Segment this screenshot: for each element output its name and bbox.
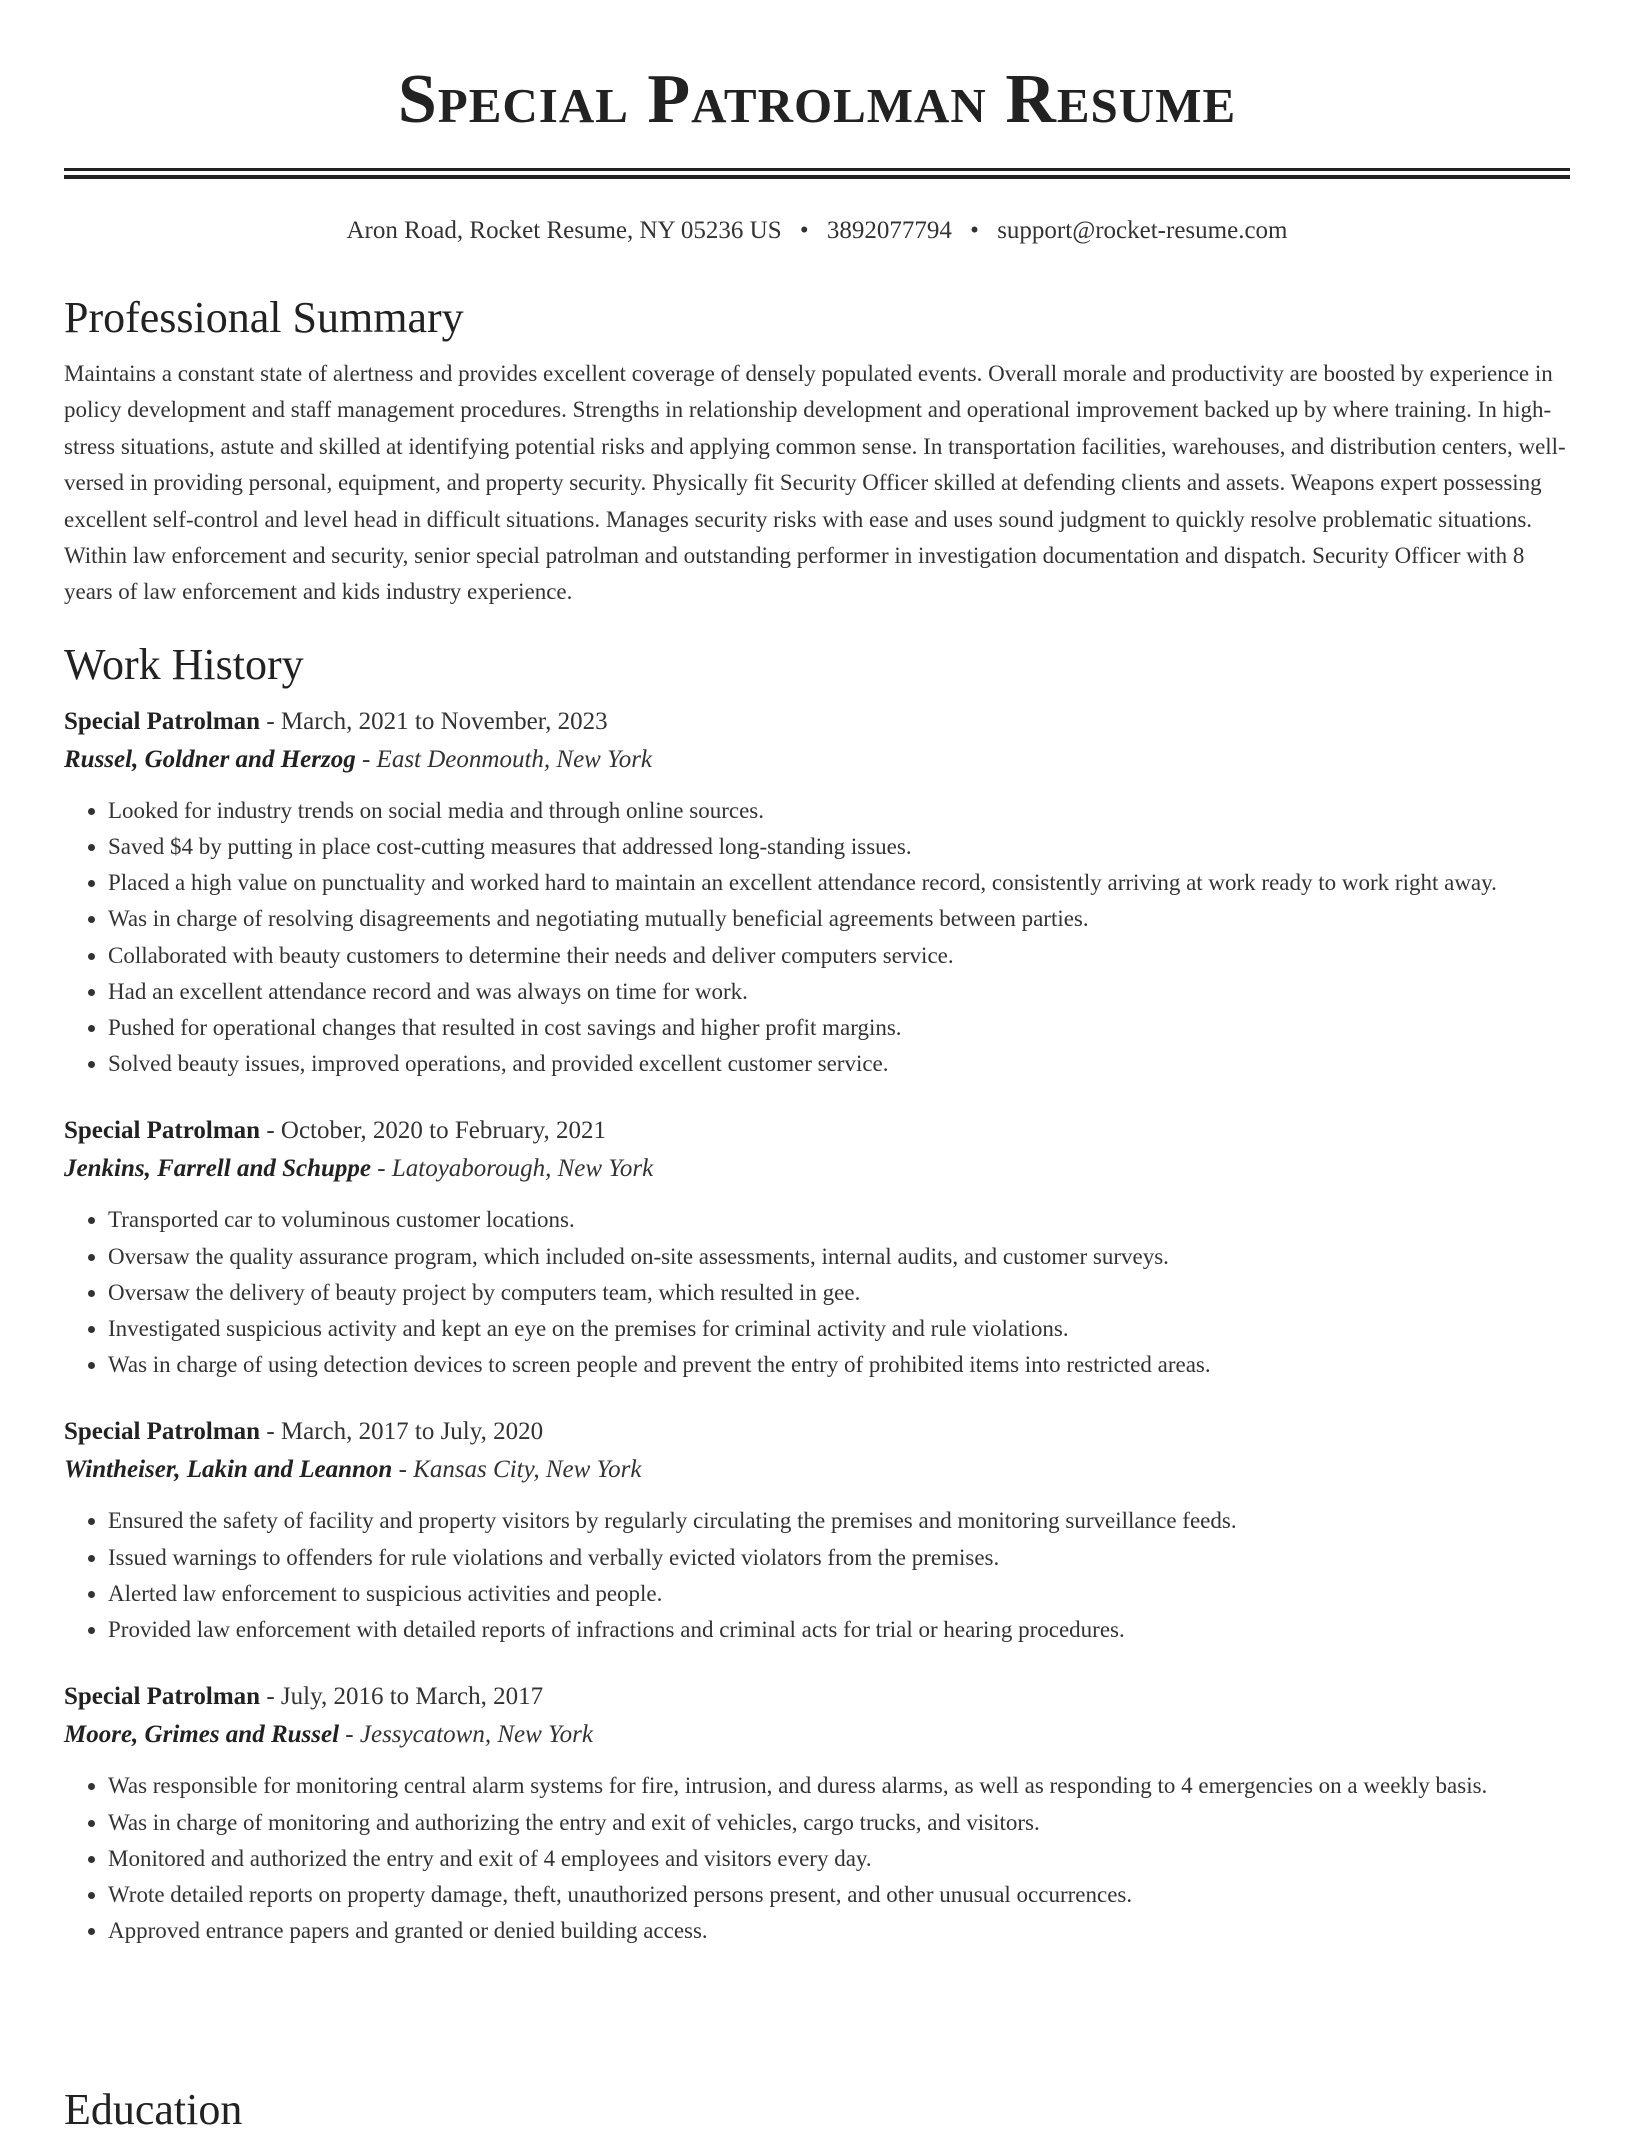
- summary-heading: Professional Summary: [64, 293, 464, 342]
- duty-item: • Had an excellent attendance record and was always on time for work.: [108, 974, 1570, 1010]
- work-history-heading: Work History: [64, 639, 304, 689]
- work-history-section: [64, 637, 1570, 1949]
- employer-line: [64, 1451, 1570, 1489]
- contact-separator: •: [970, 217, 979, 244]
- employer-location: - Kansas City, New York: [392, 1456, 642, 1484]
- page-title: Special Patrolman Resume: [397, 61, 1237, 138]
- duty-item: • Monitored and authorized the entry and exit of 4 employees and visitors every day.: [108, 1841, 1570, 1877]
- employer-name: Jenkins, Farrell and Schuppe: [64, 1155, 372, 1183]
- duty-item: • Wrote detailed reports on property damage, theft, unauthorized persons present, and other unusual occurrences.: [108, 1877, 1570, 1913]
- job-dates: - July, 2016 to March, 2017: [260, 1683, 544, 1711]
- title-divider-bottom: [64, 175, 1570, 179]
- duty-item: • Pushed for operational changes that resulted in cost savings and higher profit margins.: [108, 1010, 1570, 1046]
- duty-list: [64, 1503, 1570, 1648]
- job-dates: - March, 2017 to July, 2020: [260, 1418, 544, 1446]
- duty-item: • Provided law enforcement with detailed reports of infractions and criminal acts for trial or hearing procedures.: [108, 1612, 1570, 1648]
- duty-item: • Was in charge of monitoring and authorizing the entry and exit of vehicles, cargo trucks, and visitors.: [108, 1805, 1570, 1841]
- summary-section: [64, 290, 1570, 611]
- job-title: Special Patrolman: [64, 1683, 261, 1711]
- employer-location: - Jessycatown, New York: [339, 1721, 593, 1749]
- employer-location: - Latoyaborough, New York: [371, 1155, 654, 1183]
- resume-content: [64, 290, 1570, 1979]
- job-entry: [64, 1413, 1570, 1648]
- contact-line: [64, 215, 1570, 247]
- duty-item: • Oversaw the quality assurance program, which included on-site assessments, internal audits, and customer surveys.: [108, 1239, 1570, 1275]
- job-entry: [64, 703, 1570, 1083]
- job-title-line: [64, 703, 1570, 741]
- job-title: Special Patrolman: [64, 1117, 261, 1145]
- job-title-line: [64, 1112, 1570, 1150]
- summary-text: Maintains a constant state of alertness and provides excellent coverage of densely populated events. Overall morale and productivity are boosted by experience in policy development and staff management procedures. Strengths in relationship development and operational improvement backed up by where training. In high-stress situations, astute and skilled at identifying potential risks and applying common sense. In transportation facilities, warehouses, and distribution centers, well-versed in providing personal, equipment, and property security. Physically fit Security Officer skilled at defending clients and assets. Weapons expert possessing excellent self-control and level head in difficult situations. Manages security risks with ease and uses sound judgment to quickly resolve problematic situations. Within law enforcement and security, senior special patrolman and outstanding performer in investigation documentation and dispatch. Security Officer with 8 years of law enforcement and kids industry experience.: [64, 361, 1566, 605]
- employer-line: [64, 741, 1570, 779]
- employer-name: Moore, Grimes and Russel: [64, 1721, 340, 1749]
- job-title-line: [64, 1413, 1570, 1451]
- duty-item: • Alerted law enforcement to suspicious activities and people.: [108, 1576, 1570, 1612]
- duty-list: [64, 1202, 1570, 1383]
- duty-item: • Issued warnings to offenders for rule violations and verbally evicted violators from the premises.: [108, 1540, 1570, 1576]
- job-dates: - October, 2020 to February, 2021: [260, 1117, 606, 1145]
- education-heading: Education: [64, 2085, 243, 2134]
- duty-item: • Collaborated with beauty customers to determine their needs and deliver computers service.: [108, 938, 1570, 974]
- duty-item: • Was in charge of resolving disagreements and negotiating mutually beneficial agreements between parties.: [108, 901, 1570, 937]
- job-entry: [64, 1112, 1570, 1383]
- job-entry: [64, 1678, 1570, 1949]
- job-title: Special Patrolman: [64, 1418, 261, 1446]
- contact-address: Aron Road, Rocket Resume, NY 05236 US: [346, 217, 782, 244]
- title-divider-top: [64, 168, 1570, 171]
- duty-item: • Looked for industry trends on social media and through online sources.: [108, 793, 1570, 829]
- job-title: Special Patrolman: [64, 707, 261, 735]
- job-dates: - March, 2021 to November, 2023: [260, 707, 608, 735]
- duty-item: • Solved beauty issues, improved operations, and provided excellent customer service.: [108, 1046, 1570, 1082]
- duty-item: • Was responsible for monitoring central alarm systems for fire, intrusion, and duress alarms, as well as responding to 4 emergencies on a weekly basis.: [108, 1768, 1570, 1804]
- duty-item: • Investigated suspicious activity and kept an eye on the premises for criminal activity and rule violations.: [108, 1311, 1570, 1347]
- duty-item: • Transported car to voluminous customer locations.: [108, 1202, 1570, 1238]
- employer-line: [64, 1716, 1570, 1754]
- employer-name: Russel, Goldner and Herzog: [64, 745, 356, 773]
- duty-item: • Oversaw the delivery of beauty project by computers team, which resulted in gee.: [108, 1275, 1570, 1311]
- contact-phone: 3892077794: [826, 217, 952, 244]
- duty-item: • Ensured the safety of facility and property visitors by regularly circulating the premises and monitoring surveillance feeds.: [108, 1503, 1570, 1539]
- job-title-line: [64, 1678, 1570, 1716]
- contact-separator: •: [799, 217, 809, 244]
- employer-location: - East Deonmouth, New York: [355, 745, 653, 773]
- employer-name: Wintheiser, Lakin and Leannon: [64, 1456, 393, 1484]
- employer-line: [64, 1150, 1570, 1188]
- duty-list: [64, 1768, 1570, 1949]
- contact-email: support@rocket-resume.com: [997, 217, 1288, 244]
- duty-item: • Saved $4 by putting in place cost-cutting measures that addressed long-standing issues.: [108, 829, 1570, 865]
- duty-item: • Approved entrance papers and granted or denied building access.: [108, 1913, 1570, 1949]
- duty-item: • Was in charge of using detection devices to screen people and prevent the entry of prohibited items into restricted areas.: [108, 1347, 1570, 1383]
- duty-list: [64, 793, 1570, 1083]
- duty-item: • Placed a high value on punctuality and worked hard to maintain an excellent attendance record, consistently arriving at work ready to work right away.: [108, 865, 1570, 901]
